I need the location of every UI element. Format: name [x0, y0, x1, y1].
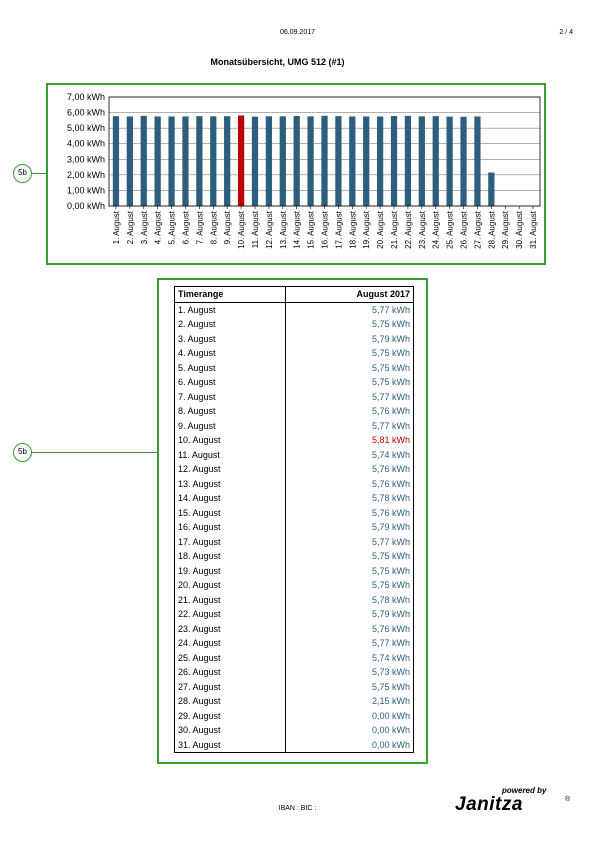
row-energy-value: 5,76 kWh — [286, 477, 414, 492]
row-energy-value: 5,77 kWh — [286, 535, 414, 550]
table-row — [175, 520, 414, 535]
column-header-timerange: Timerange — [175, 287, 286, 303]
x-tick-label: 20. August — [376, 211, 386, 249]
row-day-label: 17. August — [175, 535, 286, 550]
table-row — [175, 317, 414, 332]
row-day-label: 31. August — [175, 738, 286, 753]
x-tick-label: 26. August — [459, 211, 469, 249]
row-day-label: 23. August — [175, 622, 286, 637]
table-row — [175, 462, 414, 477]
bar-day-8 — [210, 116, 216, 206]
table-row — [175, 448, 414, 463]
logo-tagline: powered by — [502, 786, 547, 795]
bar-day-5 — [168, 116, 174, 206]
janitza-logo — [455, 786, 570, 816]
y-tick-label: 5,00 kWh — [66, 123, 105, 134]
chart-callout-line — [31, 173, 47, 174]
row-day-label: 22. August — [175, 607, 286, 622]
chart-callout-marker: 5b — [13, 164, 32, 183]
bar-day-2 — [127, 116, 133, 206]
row-day-label: 26. August — [175, 665, 286, 680]
x-tick-label: 1. August — [111, 211, 121, 245]
x-tick-label: 4. August — [153, 211, 163, 245]
table-row — [175, 651, 414, 666]
table-row — [175, 593, 414, 608]
row-day-label: 20. August — [175, 578, 286, 593]
row-day-label: 29. August — [175, 709, 286, 724]
table-row — [175, 549, 414, 564]
row-day-label: 21. August — [175, 593, 286, 608]
x-tick-label: 16. August — [320, 211, 330, 249]
report-title: Monatsübersicht, UMG 512 (#1) — [210, 57, 345, 67]
row-day-label: 13. August — [175, 477, 286, 492]
y-tick-label: 6,00 kWh — [66, 107, 105, 118]
row-energy-value: 5,77 kWh — [286, 302, 414, 317]
row-day-label: 4. August — [175, 346, 286, 361]
table-row — [175, 491, 414, 506]
row-energy-value: 5,78 kWh — [286, 593, 414, 608]
table-callout-marker: 5b — [13, 443, 32, 462]
bar-day-21 — [391, 116, 397, 206]
report-date: 06.09.2017 — [279, 29, 316, 36]
y-tick-label: 2,00 kWh — [66, 169, 105, 180]
row-energy-value: 5,77 kWh — [286, 390, 414, 405]
x-tick-label: 2. August — [125, 211, 135, 245]
x-tick-label: 23. August — [417, 211, 427, 249]
row-day-label: 15. August — [175, 506, 286, 521]
table-row — [175, 709, 414, 724]
bar-day-10 — [238, 116, 244, 206]
table-row — [175, 622, 414, 637]
daily-energy-table — [174, 286, 414, 753]
row-energy-value: 5,75 kWh — [286, 578, 414, 593]
row-day-label: 12. August — [175, 462, 286, 477]
x-tick-label: 18. August — [348, 211, 358, 249]
table-row — [175, 607, 414, 622]
table-row — [175, 535, 414, 550]
row-energy-value: 5,73 kWh — [286, 665, 414, 680]
table-row — [175, 636, 414, 651]
x-tick-label: 9. August — [223, 211, 233, 245]
row-energy-value: 0,00 kWh — [286, 738, 414, 753]
row-energy-value: 5,75 kWh — [286, 317, 414, 332]
table-row — [175, 477, 414, 492]
x-tick-label: 22. August — [403, 211, 413, 249]
x-tick-label: 15. August — [306, 211, 316, 249]
bar-day-4 — [155, 116, 161, 206]
table-callout-line — [31, 452, 158, 453]
table-row — [175, 506, 414, 521]
row-day-label: 24. August — [175, 636, 286, 651]
y-tick-label: 1,00 kWh — [66, 185, 105, 196]
x-tick-label: 12. August — [264, 210, 274, 249]
x-tick-label: 28. August — [487, 211, 497, 249]
row-energy-value: 5,75 kWh — [286, 361, 414, 376]
table-row — [175, 738, 414, 753]
row-day-label: 5. August — [175, 361, 286, 376]
x-tick-label: 13. August — [278, 211, 288, 249]
row-day-label: 16. August — [175, 520, 286, 535]
bar-day-25 — [447, 117, 453, 206]
column-header-month: August 2017 — [286, 287, 414, 303]
y-tick-label: 0,00 kWh — [66, 201, 105, 211]
row-day-label: 25. August — [175, 651, 286, 666]
row-energy-value: 5,75 kWh — [286, 549, 414, 564]
x-tick-label: 19. August — [362, 211, 372, 249]
table-row — [175, 665, 414, 680]
row-energy-value: 5,75 kWh — [286, 346, 414, 361]
bar-day-3 — [141, 116, 147, 206]
x-tick-label: 14. August — [292, 211, 302, 249]
footer-bank-details: IBAN : BIC : — [278, 805, 317, 812]
row-day-label: 14. August — [175, 491, 286, 506]
table-row — [175, 375, 414, 390]
row-day-label: 28. August — [175, 694, 286, 709]
bar-day-15 — [307, 116, 313, 206]
daily-energy-bar-chart — [48, 85, 544, 263]
bar-day-7 — [196, 116, 202, 206]
bar-day-16 — [321, 116, 327, 206]
row-energy-value: 5,79 kWh — [286, 607, 414, 622]
row-day-label: 19. August — [175, 564, 286, 579]
row-energy-value: 5,78 kWh — [286, 491, 414, 506]
table-row — [175, 578, 414, 593]
y-tick-label: 7,00 kWh — [66, 92, 105, 102]
row-day-label: 18. August — [175, 549, 286, 564]
row-energy-value: 2,15 kWh — [286, 694, 414, 709]
page-number: 2 / 4 — [559, 29, 573, 36]
x-tick-label: 7. August — [195, 211, 205, 245]
row-day-label: 30. August — [175, 723, 286, 738]
bar-day-18 — [349, 116, 355, 206]
x-tick-label: 25. August — [445, 211, 455, 249]
table-row — [175, 361, 414, 376]
table-row — [175, 680, 414, 695]
table-row — [175, 390, 414, 405]
y-tick-label: 3,00 kWh — [66, 154, 105, 165]
row-day-label: 1. August — [175, 302, 286, 317]
x-tick-label: 5. August — [167, 211, 177, 245]
logo-registered-mark: ® — [565, 796, 571, 803]
y-axis-tick-labels — [67, 92, 105, 211]
table-row — [175, 302, 414, 317]
row-energy-value: 5,76 kWh — [286, 404, 414, 419]
table-row — [175, 346, 414, 361]
x-tick-label: 21. August — [390, 211, 400, 249]
row-day-label: 27. August — [175, 680, 286, 695]
row-day-label: 9. August — [175, 419, 286, 434]
row-day-label: 3. August — [175, 332, 286, 347]
table-row — [175, 332, 414, 347]
row-energy-value: 5,76 kWh — [286, 622, 414, 637]
x-tick-label: 27. August — [473, 211, 483, 249]
x-tick-label: 6. August — [181, 211, 191, 245]
row-energy-value: 5,74 kWh — [286, 448, 414, 463]
row-day-label: 10. August — [175, 433, 286, 448]
row-energy-value: 5,77 kWh — [286, 419, 414, 434]
bar-day-28 — [488, 173, 494, 206]
bar-day-24 — [433, 116, 439, 206]
bar-day-6 — [182, 116, 188, 206]
row-day-label: 6. August — [175, 375, 286, 390]
x-tick-label: 8. August — [209, 211, 219, 245]
x-tick-label: 11. August — [250, 211, 260, 249]
bar-day-27 — [474, 116, 480, 206]
y-tick-label: 4,00 kWh — [66, 138, 105, 149]
table-row — [175, 419, 414, 434]
table-row — [175, 404, 414, 419]
bar-day-11 — [252, 117, 258, 206]
x-tick-label: 3. August — [139, 211, 149, 245]
row-energy-value: 5,76 kWh — [286, 506, 414, 521]
row-energy-value: 5,75 kWh — [286, 375, 414, 390]
row-energy-value: 5,77 kWh — [286, 636, 414, 651]
row-energy-value: 5,79 kWh — [286, 332, 414, 347]
row-energy-value: 5,79 kWh — [286, 520, 414, 535]
row-energy-value: 0,00 kWh — [286, 723, 414, 738]
x-tick-label: 31. August — [529, 211, 539, 249]
row-energy-value: 5,81 kWh — [286, 433, 414, 448]
table-row — [175, 564, 414, 579]
bar-day-19 — [363, 116, 369, 206]
row-energy-value: 5,76 kWh — [286, 462, 414, 477]
table-row — [175, 723, 414, 738]
row-energy-value: 0,00 kWh — [286, 709, 414, 724]
bar-day-9 — [224, 116, 230, 206]
table-row — [175, 433, 414, 448]
row-energy-value: 5,74 kWh — [286, 651, 414, 666]
row-energy-value: 5,75 kWh — [286, 564, 414, 579]
row-day-label: 2. August — [175, 317, 286, 332]
row-day-label: 8. August — [175, 404, 286, 419]
row-day-label: 7. August — [175, 390, 286, 405]
bar-day-17 — [335, 116, 341, 206]
table-header-row — [175, 287, 414, 303]
x-tick-label: 29. August — [501, 211, 511, 249]
bar-day-26 — [460, 117, 466, 206]
bar-day-23 — [419, 116, 425, 206]
bar-day-13 — [280, 116, 286, 206]
x-tick-label: 17. August — [334, 211, 344, 249]
row-day-label: 11. August — [175, 448, 286, 463]
x-tick-label: 24. August — [431, 211, 441, 249]
logo-brand-name: Janitza — [455, 794, 523, 815]
bar-day-1 — [113, 116, 119, 206]
bar-day-12 — [266, 116, 272, 206]
x-tick-label: 30. August — [515, 211, 525, 249]
bar-day-20 — [377, 116, 383, 206]
table-row — [175, 694, 414, 709]
x-tick-label: 10. August — [237, 211, 247, 249]
bar-day-14 — [294, 116, 300, 206]
x-axis-tick-labels — [112, 210, 538, 249]
row-energy-value: 5,75 kWh — [286, 680, 414, 695]
bar-day-22 — [405, 116, 411, 206]
chart-bars — [113, 116, 495, 206]
